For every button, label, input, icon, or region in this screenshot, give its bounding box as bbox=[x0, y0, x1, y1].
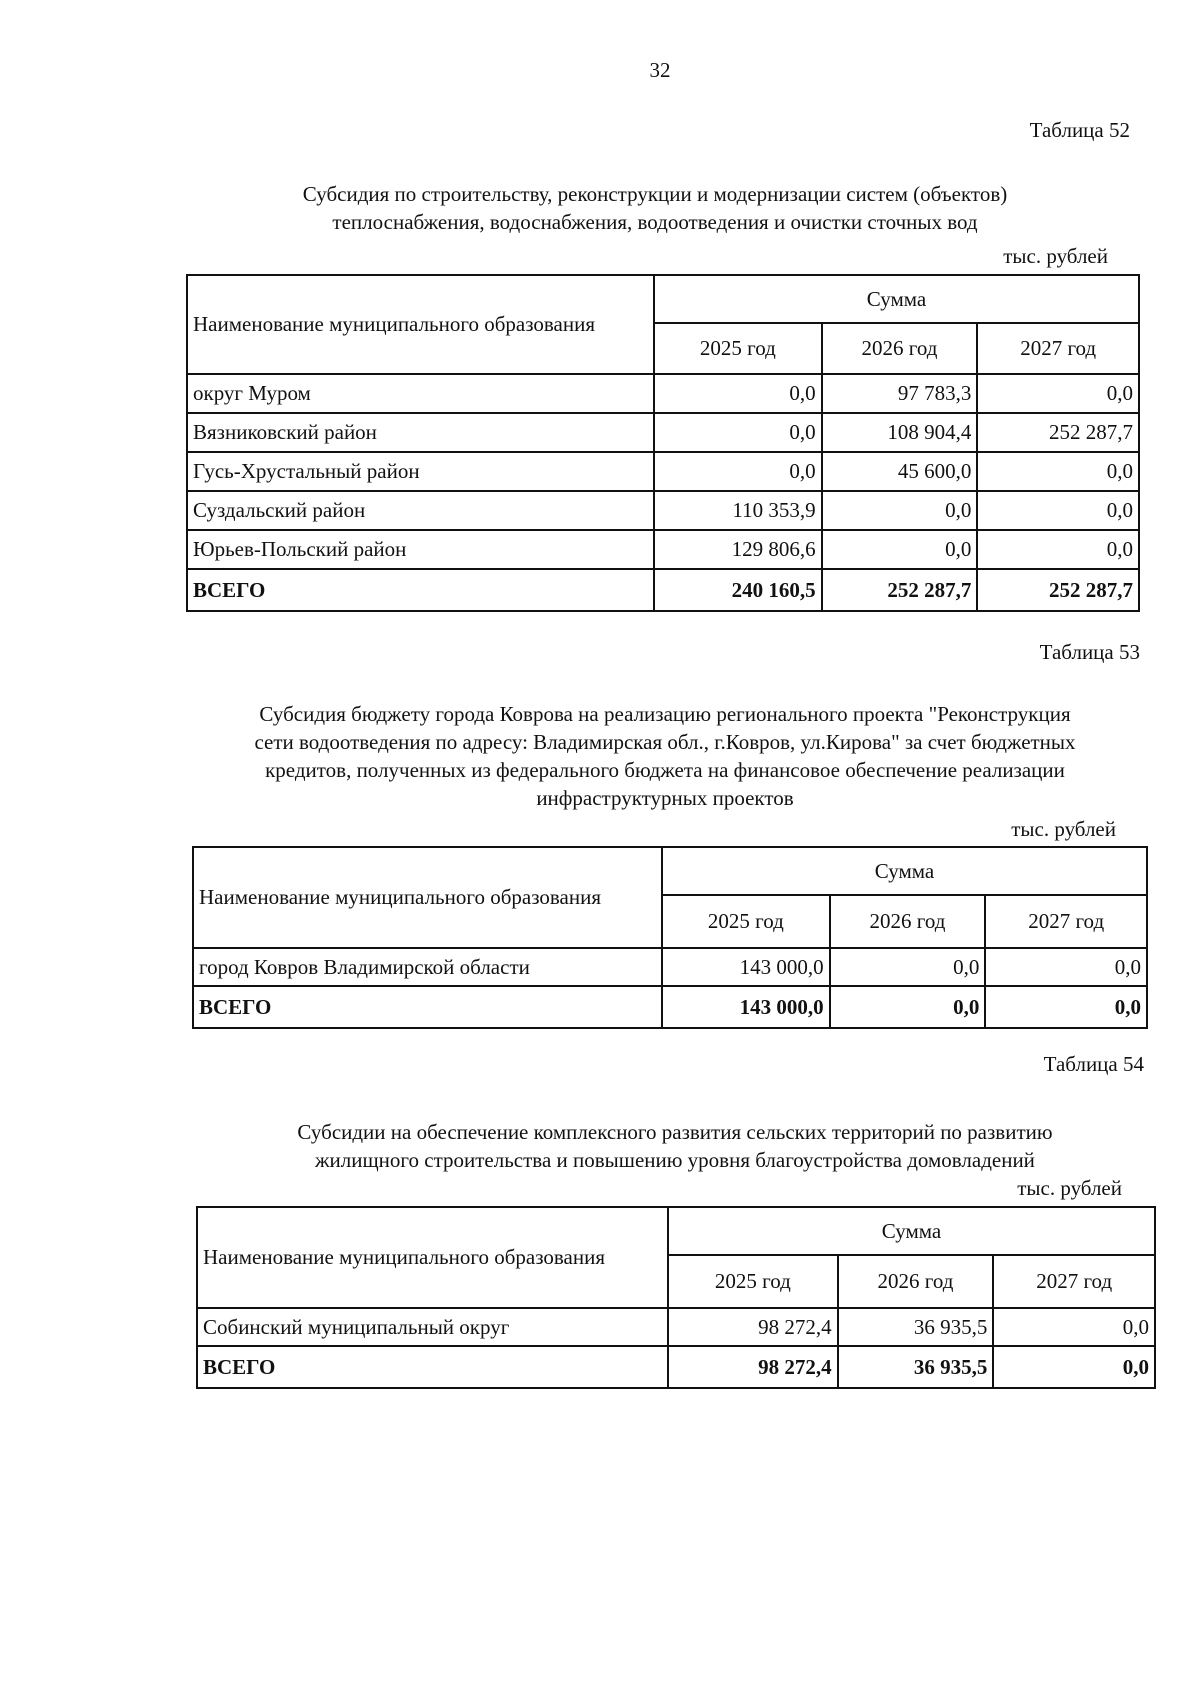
header-year-2025: 2025 год bbox=[654, 323, 822, 374]
total-2025: 240 160,5 bbox=[654, 569, 822, 611]
table-total-row bbox=[193, 986, 1147, 1028]
units-label-54: тыс. рублей bbox=[1017, 1176, 1122, 1200]
header-year-2027: 2027 год bbox=[993, 1255, 1155, 1308]
table-total-row bbox=[187, 569, 1139, 611]
total-2026: 0,0 bbox=[830, 986, 986, 1028]
table-total-row bbox=[197, 1346, 1155, 1388]
value-2027: 0,0 bbox=[993, 1308, 1155, 1346]
table-row bbox=[187, 491, 1139, 530]
row-name: Юрьев-Польский район bbox=[187, 530, 654, 569]
table-header-row bbox=[187, 275, 1139, 323]
total-2026: 36 935,5 bbox=[838, 1346, 994, 1388]
header-year-2027: 2027 год bbox=[977, 323, 1139, 374]
header-sum: Сумма bbox=[662, 847, 1147, 895]
value-2025: 0,0 bbox=[654, 452, 822, 491]
header-year-2025: 2025 год bbox=[668, 1255, 838, 1308]
value-2025: 98 272,4 bbox=[668, 1308, 838, 1346]
value-2027: 0,0 bbox=[977, 530, 1139, 569]
value-2026: 36 935,5 bbox=[838, 1308, 994, 1346]
table-row bbox=[187, 530, 1139, 569]
value-2025: 143 000,0 bbox=[662, 948, 830, 986]
header-name: Наименование муниципального образования bbox=[187, 275, 654, 374]
header-year-2026: 2026 год bbox=[830, 895, 986, 948]
title-line: жилищного строительства и повышению уровня благоустройства домовладений bbox=[315, 1148, 1035, 1172]
title-line: Субсидия по строительству, реконструкции и модернизации систем (объектов) bbox=[302, 182, 1008, 206]
value-2026: 0,0 bbox=[822, 530, 978, 569]
header-year-2027: 2027 год bbox=[985, 895, 1147, 948]
units-label-52: тыс. рублей bbox=[1003, 244, 1108, 268]
total-label: ВСЕГО bbox=[193, 986, 662, 1028]
value-2025: 0,0 bbox=[654, 374, 822, 413]
header-year-2026: 2026 год bbox=[822, 323, 978, 374]
value-2025: 129 806,6 bbox=[654, 530, 822, 569]
row-name: Собинский муниципальный округ bbox=[197, 1308, 668, 1346]
total-2025: 98 272,4 bbox=[668, 1346, 838, 1388]
value-2027: 0,0 bbox=[977, 374, 1139, 413]
units-label-53: тыс. рублей bbox=[1011, 817, 1116, 841]
value-2026: 97 783,3 bbox=[822, 374, 978, 413]
value-2027: 0,0 bbox=[977, 452, 1139, 491]
total-2026: 252 287,7 bbox=[822, 569, 978, 611]
row-name: округ Муром bbox=[187, 374, 654, 413]
value-2027: 0,0 bbox=[977, 491, 1139, 530]
total-label: ВСЕГО bbox=[197, 1346, 668, 1388]
value-2026: 0,0 bbox=[822, 491, 978, 530]
row-name: Гусь-Хрустальный район bbox=[187, 452, 654, 491]
table-row bbox=[187, 374, 1139, 413]
row-name: Вязниковский район bbox=[187, 413, 654, 452]
table-header-row bbox=[193, 847, 1147, 895]
table-caption-52: Таблица 52 bbox=[1029, 118, 1130, 142]
subsidy-table-53 bbox=[192, 846, 1148, 1029]
value-2027: 252 287,7 bbox=[977, 413, 1139, 452]
table-title-53 bbox=[170, 700, 1160, 812]
table-header-row bbox=[197, 1207, 1155, 1255]
table-row bbox=[197, 1308, 1155, 1346]
table-row bbox=[193, 948, 1147, 986]
value-2027: 0,0 bbox=[985, 948, 1147, 986]
total-2027: 0,0 bbox=[993, 1346, 1155, 1388]
table-title-52 bbox=[180, 180, 1130, 236]
subsidy-table-54 bbox=[196, 1206, 1156, 1389]
header-name: Наименование муниципального образования bbox=[193, 847, 662, 948]
row-name: город Ковров Владимирской области bbox=[193, 948, 662, 986]
value-2026: 108 904,4 bbox=[822, 413, 978, 452]
header-year-2025: 2025 год bbox=[662, 895, 830, 948]
header-sum: Сумма bbox=[654, 275, 1139, 323]
value-2026: 0,0 bbox=[830, 948, 986, 986]
page-number: 32 bbox=[649, 58, 671, 82]
value-2025: 110 353,9 bbox=[654, 491, 822, 530]
header-name: Наименование муниципального образования bbox=[197, 1207, 668, 1308]
table-row bbox=[187, 413, 1139, 452]
value-2026: 45 600,0 bbox=[822, 452, 978, 491]
total-2027: 252 287,7 bbox=[977, 569, 1139, 611]
title-line: кредитов, полученных из федерального бюджета на финансовое обеспечение реализации bbox=[265, 758, 1065, 782]
title-line: Субсидия бюджету города Коврова на реализацию регионального проекта "Реконструкция bbox=[259, 702, 1071, 726]
title-line: сети водоотведения по адресу: Владимирская обл., г.Ковров, ул.Кирова" за счет бюджетных bbox=[254, 730, 1076, 754]
total-2027: 0,0 bbox=[985, 986, 1147, 1028]
header-sum: Сумма bbox=[668, 1207, 1155, 1255]
table-caption-54: Таблица 54 bbox=[1043, 1052, 1144, 1076]
title-line: теплоснабжения, водоснабжения, водоотведения и очистки сточных вод bbox=[332, 210, 978, 234]
header-year-2026: 2026 год bbox=[838, 1255, 994, 1308]
total-2025: 143 000,0 bbox=[662, 986, 830, 1028]
table-title-54 bbox=[180, 1118, 1170, 1174]
table-row bbox=[187, 452, 1139, 491]
subsidy-table-52 bbox=[186, 274, 1140, 612]
title-line: инфраструктурных проектов bbox=[536, 786, 794, 810]
row-name: Суздальский район bbox=[187, 491, 654, 530]
table-caption-53: Таблица 53 bbox=[1039, 640, 1140, 664]
value-2025: 0,0 bbox=[654, 413, 822, 452]
total-label: ВСЕГО bbox=[187, 569, 654, 611]
title-line: Субсидии на обеспечение комплексного развития сельских территорий по развитию bbox=[297, 1120, 1053, 1144]
